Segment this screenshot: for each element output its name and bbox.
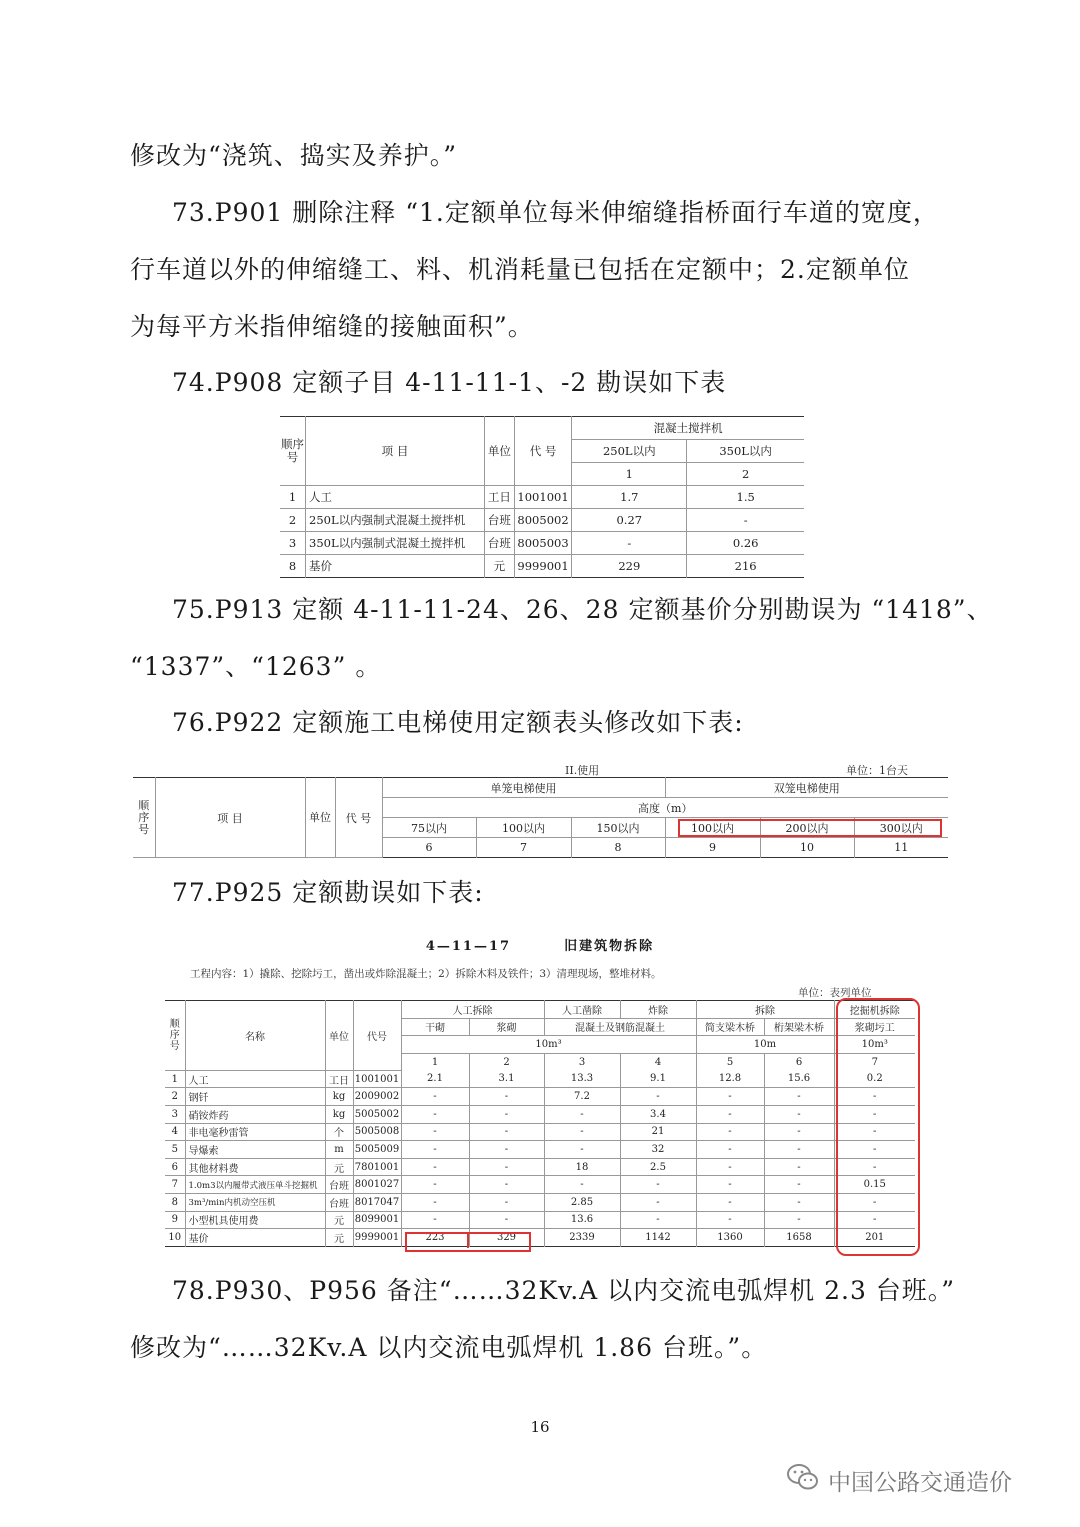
cell: 13.6	[544, 1211, 620, 1229]
cell: -	[764, 1211, 834, 1229]
th-unit: 单位	[484, 417, 514, 486]
cell: -	[401, 1141, 469, 1159]
th-unit: 单位	[305, 778, 335, 858]
paragraph-73-line2: 行车道以外的伸缩缝工、料、机消耗量已包括在定额中；2.定额单位	[130, 255, 910, 284]
cell: -	[401, 1106, 469, 1124]
cell: -	[469, 1141, 544, 1159]
cell: 台班	[484, 509, 514, 532]
th-sub: 混凝土及钢筋混凝土	[544, 1018, 696, 1036]
th-unit-group: 10m	[696, 1036, 834, 1054]
cell: -	[696, 1106, 764, 1124]
th-unit-group: 10m³	[401, 1036, 696, 1054]
cell: -	[401, 1158, 469, 1176]
cell: 9.1	[620, 1070, 696, 1088]
cell: -	[764, 1106, 834, 1124]
cell: 10	[165, 1229, 185, 1247]
cell: -	[469, 1106, 544, 1124]
cell: 2009002	[353, 1088, 401, 1106]
cell: 个	[325, 1123, 353, 1141]
cell: 0.26	[687, 532, 804, 555]
cell: 元	[325, 1158, 353, 1176]
th-code: 代 号	[514, 417, 572, 486]
cell: 216	[687, 555, 804, 578]
cell: -	[544, 1106, 620, 1124]
cell: 硝铵炸药	[185, 1106, 325, 1124]
th-item: 项 目	[155, 778, 305, 858]
cell: 3m³/min内机动空压机	[185, 1194, 325, 1212]
th-group-double: 双笼电梯使用	[665, 778, 948, 798]
table3-unit-note: 单位：表列单位	[798, 987, 872, 999]
cell: 8005002	[514, 509, 572, 532]
th-colnum: 7	[476, 838, 571, 858]
table-row	[165, 1229, 915, 1247]
cell: -	[834, 1106, 915, 1124]
cell: -	[764, 1176, 834, 1194]
cell: 3.1	[469, 1070, 544, 1088]
cell: 0.27	[572, 509, 687, 532]
cell: 元	[325, 1211, 353, 1229]
th-colnum: 5	[696, 1053, 764, 1070]
cell: 229	[572, 555, 687, 578]
cell: 1142	[620, 1229, 696, 1247]
cell: 18	[544, 1158, 620, 1176]
th-colnum: 1	[572, 463, 687, 486]
cell: -	[620, 1211, 696, 1229]
cell: 台班	[325, 1194, 353, 1212]
th-col: 300以内	[854, 818, 948, 838]
cell: 9	[165, 1211, 185, 1229]
cell: 1360	[696, 1229, 764, 1247]
cell: 15.6	[764, 1070, 834, 1088]
cell: 元	[325, 1229, 353, 1247]
table-demolition	[165, 1000, 915, 1247]
cell: -	[764, 1141, 834, 1159]
table-row	[280, 555, 804, 578]
cell: -	[401, 1088, 469, 1106]
th-colnum: 1	[401, 1053, 469, 1070]
wechat-icon	[786, 1462, 820, 1492]
cell: 5005008	[353, 1123, 401, 1141]
cell: -	[401, 1123, 469, 1141]
table-elevator-header	[133, 777, 948, 858]
table-row	[165, 1070, 915, 1088]
cell: 工日	[484, 486, 514, 509]
cell: 台班	[325, 1176, 353, 1194]
cell: -	[696, 1176, 764, 1194]
table-row	[165, 1194, 915, 1212]
cell: 201	[834, 1229, 915, 1247]
cell: 1.7	[572, 486, 687, 509]
cell: 8005003	[514, 532, 572, 555]
cell: m	[325, 1141, 353, 1159]
cell: 7.2	[544, 1088, 620, 1106]
th-sub: 浆砌圬工	[834, 1018, 915, 1036]
th-colnum: 2	[687, 463, 804, 486]
cell: 8	[165, 1194, 185, 1212]
cell: -	[687, 509, 804, 532]
paragraph-73-line3: 为每平方米指伸缩缝的接触面积”。	[130, 312, 534, 341]
table2-unit-note: 单位：1台天	[846, 764, 908, 777]
cell: 1	[165, 1070, 185, 1088]
cell: -	[834, 1158, 915, 1176]
cell: -	[401, 1176, 469, 1194]
paragraph-73-line1: 73.P901 删除注释 “1.定额单位每米伸缩缝指桥面行车道的宽度，	[172, 198, 939, 227]
cell: 其他材料费	[185, 1158, 325, 1176]
table2-caption: II.使用	[565, 764, 600, 777]
highlight-box-excavator-column	[836, 998, 920, 1256]
paragraph-75-line2: “1337”、“1263” 。	[130, 652, 382, 681]
cell: 8	[280, 555, 306, 578]
cell: 1001001	[353, 1070, 401, 1088]
cell: 1658	[764, 1229, 834, 1247]
th-sub: 简支梁木桥	[696, 1018, 764, 1036]
cell: 1001001	[514, 486, 572, 509]
cell: 9999001	[353, 1229, 401, 1247]
cell: -	[401, 1211, 469, 1229]
paragraph-78-line1: 78.P930、P956 备注“……32Kv.A 以内交流电弧焊机 2.3 台班。”	[172, 1276, 956, 1305]
cell: 1	[280, 486, 306, 509]
cell: 3	[165, 1106, 185, 1124]
cell: 钢钎	[185, 1088, 325, 1106]
cell: 12.8	[696, 1070, 764, 1088]
cell: 2.1	[401, 1070, 469, 1088]
cell: -	[696, 1194, 764, 1212]
cell: 5	[165, 1141, 185, 1159]
cell: -	[620, 1176, 696, 1194]
cell: -	[696, 1141, 764, 1159]
cell: 13.3	[544, 1070, 620, 1088]
th-group: 混凝土搅拌机	[572, 417, 804, 440]
th-col: 250L以内	[572, 440, 687, 463]
th-col: 100以内	[665, 818, 760, 838]
page-number: 16	[530, 1418, 550, 1436]
table-row	[165, 1176, 915, 1194]
cell: 人工	[185, 1070, 325, 1088]
th-col: 100以内	[476, 818, 571, 838]
cell: 7	[165, 1176, 185, 1194]
th-colnum: 2	[469, 1053, 544, 1070]
cell: 工日	[325, 1070, 353, 1088]
table3-title-name: 旧建筑物拆除	[564, 939, 655, 954]
watermark-text: 中国公路交通造价	[828, 1470, 1012, 1496]
cell: 2	[165, 1088, 185, 1106]
cell: -	[696, 1211, 764, 1229]
cell: -	[401, 1194, 469, 1212]
cell: 6	[165, 1158, 185, 1176]
cell: 非电毫秒雷管	[185, 1123, 325, 1141]
th-colnum: 8	[571, 838, 665, 858]
th-col: 75以内	[382, 818, 476, 838]
th-code: 代号	[353, 1001, 401, 1071]
cell: 329	[469, 1229, 544, 1247]
th-code: 代 号	[335, 778, 382, 858]
cell: -	[764, 1088, 834, 1106]
cell: -	[544, 1176, 620, 1194]
cell: -	[469, 1123, 544, 1141]
cell: -	[834, 1141, 915, 1159]
th-seq: 顺序号	[133, 778, 155, 858]
th-colnum: 6	[382, 838, 476, 858]
th-colnum: 4	[620, 1053, 696, 1070]
th-group: 人工拆除	[401, 1001, 544, 1019]
table-row	[165, 1088, 915, 1106]
cell: 32	[620, 1141, 696, 1159]
paragraph-77: 77.P925 定额勘误如下表:	[172, 878, 484, 907]
th-sub: 干砌	[401, 1018, 469, 1036]
cell: -	[469, 1158, 544, 1176]
cell: -	[764, 1158, 834, 1176]
paragraph-76: 76.P922 定额施工电梯使用定额表头修改如下表:	[172, 708, 744, 737]
cell: 基价	[185, 1229, 325, 1247]
cell: 8001027	[353, 1176, 401, 1194]
table3-work-content: 工程内容：1）撬除、挖除圬工，凿出或炸除混凝土；2）拆除木料及铁件；3）清理现场，整堆材料。	[190, 968, 662, 980]
th-unit: 单位	[325, 1001, 353, 1071]
cell: 5005002	[353, 1106, 401, 1124]
cell: kg	[325, 1088, 353, 1106]
table-row	[165, 1211, 915, 1229]
cell: 3	[280, 532, 306, 555]
table3-title	[0, 935, 1080, 954]
th-item: 项 目	[306, 417, 485, 486]
th-sub: 浆砌	[469, 1018, 544, 1036]
table-row	[165, 1106, 915, 1124]
th-colnum: 7	[834, 1053, 915, 1070]
cell: -	[469, 1088, 544, 1106]
th-group-single: 单笼电梯使用	[382, 778, 665, 798]
cell: -	[544, 1141, 620, 1159]
highlight-box-height-cols	[678, 819, 942, 837]
cell: 导爆索	[185, 1141, 325, 1159]
cell: 1.0m3以内履带式液压单斗挖掘机	[185, 1176, 325, 1194]
cell: 2339	[544, 1229, 620, 1247]
table3-title-code: 4—11—17	[425, 939, 512, 954]
highlight-box-divider	[467, 1232, 469, 1248]
th-group: 挖掘机拆除	[834, 1001, 915, 1019]
cell: 元	[484, 555, 514, 578]
th-sub: 桁架梁木桥	[764, 1018, 834, 1036]
cell: -	[764, 1194, 834, 1212]
cell: 台班	[484, 532, 514, 555]
cell: 8099001	[353, 1211, 401, 1229]
cell: 9999001	[514, 555, 572, 578]
th-colnum: 3	[544, 1053, 620, 1070]
table-row	[165, 1158, 915, 1176]
cell: -	[834, 1194, 915, 1212]
paragraph-78-line2: 修改为“……32Kv.A 以内交流电弧焊机 1.86 台班。”。	[130, 1333, 768, 1362]
cell: 2	[280, 509, 306, 532]
cell: -	[764, 1123, 834, 1141]
cell: -	[696, 1088, 764, 1106]
paragraph-74: 74.P908 定额子目 4-11-11-1、-2 勘误如下表	[172, 368, 727, 397]
cell: 人工	[306, 486, 485, 509]
cell: 7801001	[353, 1158, 401, 1176]
th-height: 高度（m）	[382, 798, 948, 818]
cell: -	[469, 1194, 544, 1212]
cell: -	[469, 1211, 544, 1229]
table-row	[165, 1141, 915, 1159]
cell: 0.15	[834, 1176, 915, 1194]
th-colnum: 6	[764, 1053, 834, 1070]
th-col: 200以内	[760, 818, 854, 838]
cell: 2.5	[620, 1158, 696, 1176]
th-colnum: 10	[760, 838, 854, 858]
th-name: 名称	[185, 1001, 325, 1071]
cell: 2.85	[544, 1194, 620, 1212]
th-colnum: 9	[665, 838, 760, 858]
cell: 小型机具使用费	[185, 1211, 325, 1229]
cell: 21	[620, 1123, 696, 1141]
cell: -	[469, 1176, 544, 1194]
th-unit-group: 10m³	[834, 1036, 915, 1054]
table-row	[280, 532, 804, 555]
cell: -	[696, 1158, 764, 1176]
cell: 223	[401, 1229, 469, 1247]
cell: 4	[165, 1123, 185, 1141]
cell: kg	[325, 1106, 353, 1124]
cell: 350L以内强制式混凝土搅拌机	[306, 532, 485, 555]
cell: 3.4	[620, 1106, 696, 1124]
cell: -	[620, 1088, 696, 1106]
cell: -	[834, 1123, 915, 1141]
th-colnum: 11	[854, 838, 948, 858]
cell: -	[572, 532, 687, 555]
paragraph-1: 修改为“浇筑、捣实及养护。”	[130, 141, 458, 170]
th-group: 炸除	[620, 1001, 696, 1019]
table-row	[280, 509, 804, 532]
cell: -	[620, 1194, 696, 1212]
cell: -	[544, 1123, 620, 1141]
cell: 5005009	[353, 1141, 401, 1159]
th-seq: 顺序号	[280, 417, 306, 486]
table-row	[280, 486, 804, 509]
paragraph-75-line1: 75.P913 定额 4-11-11-24、26、28 定额基价分别勘误为 “1418”、	[172, 595, 993, 624]
cell: 基价	[306, 555, 485, 578]
th-group: 拆除	[696, 1001, 834, 1019]
th-seq: 顺序号	[165, 1001, 185, 1071]
cell: 8017047	[353, 1194, 401, 1212]
cell: -	[834, 1211, 915, 1229]
th-col: 150以内	[571, 818, 665, 838]
th-col: 350L以内	[687, 440, 804, 463]
th-group: 人工凿除	[544, 1001, 620, 1019]
table-mixer	[280, 416, 804, 578]
cell: 250L以内强制式混凝土搅拌机	[306, 509, 485, 532]
cell: 1.5	[687, 486, 804, 509]
cell: -	[696, 1123, 764, 1141]
cell: -	[834, 1088, 915, 1106]
table-row	[165, 1123, 915, 1141]
cell: 0.2	[834, 1070, 915, 1088]
